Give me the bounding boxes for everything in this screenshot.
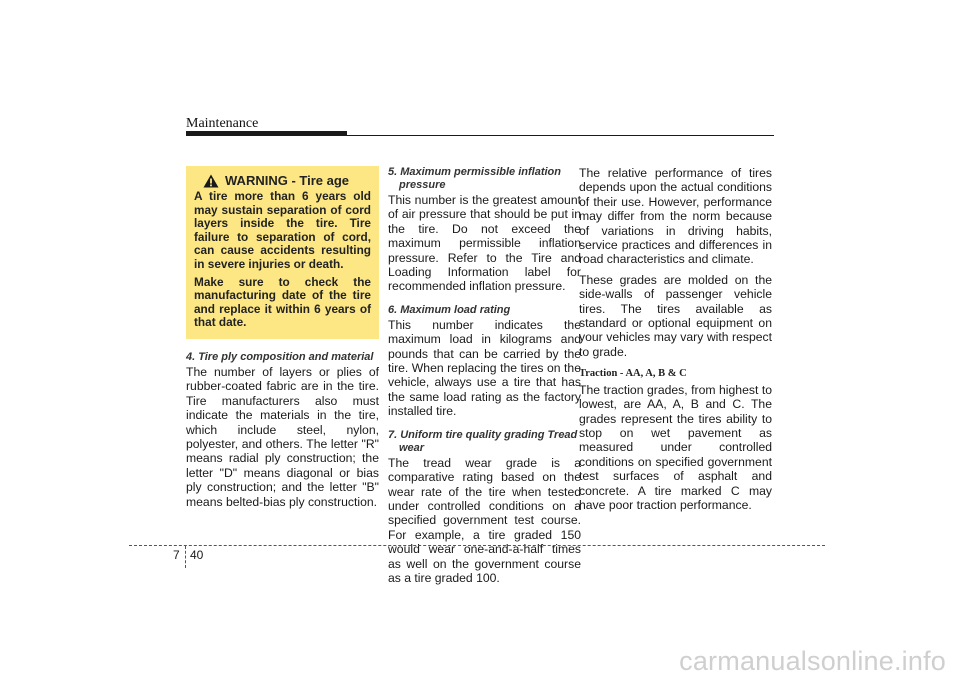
section-body-utqg: The tread wear grade is a comparative rating based on the wear rate of the tire when tested under controlled conditions on a specified government test course. For example, a tire graded 150 would wear one-and-a-half times as well on the government course as a tire graded 100. — [388, 455, 581, 585]
warning-box — [186, 166, 379, 339]
section-heading-traction: Traction - AA, A, B & C — [579, 368, 687, 380]
page-divider — [185, 546, 186, 568]
section-body-ply: The number of layers or plies of rubber-coated fabric are in the tire. Tire manufacturers also must indicate the materials in the tire, which include steel, nylon, polyester, and others. The letter "R" means radial ply construction; the letter "D" means diagonal or bias ply construction; and the letter "B" means belted-bias ply construction. — [186, 364, 379, 509]
section-body-relative-2: These grades are molded on the side-walls of passenger vehicle tires. The tires available as standard or optional equipment on your vehicles may vary with respect to grade. — [579, 272, 772, 359]
column-left — [186, 166, 379, 515]
section-heading-load: 6. Maximum load rating — [388, 303, 511, 316]
column-right — [579, 166, 772, 518]
section-heading-ply: 4. Tire ply composition and material — [186, 350, 374, 363]
section-body-pressure: This number is the greatest amount of air pressure that should be put in the tire. Do not exceed the maximum permissible inflation pressure. Refer to the Tire and Loading Information label for recommended inflation pressure. — [388, 193, 581, 294]
page-chapter: 7 — [173, 548, 180, 562]
section-heading-pressure: 5. Maximum permissible inflation pressure — [388, 166, 561, 191]
warning-header — [194, 174, 371, 188]
warning-text-1: A tire more than 6 years old may sustain separation of cord layers inside the tire. Tire failure to separation of cord, can cause accidents resulting in severe injuries or death. — [194, 189, 371, 271]
watermark: carmanualsonline.info — [679, 646, 946, 676]
section-body-relative-1: The relative performance of tires depends upon the actual conditions of their use. However, performance may differ from the norm because of variations in driving habits, service practices and differences in road characteristics and climate. — [579, 166, 772, 267]
column-middle — [388, 166, 581, 591]
section-heading-utqg: 7. Uniform tire quality grading Tread wear — [388, 428, 578, 454]
warning-triangle-icon — [203, 174, 219, 188]
header-rule — [186, 135, 774, 136]
section-body-load: This number indicates the maximum load in kilograms and pounds that can be carried by the tire. When replacing the tires on the vehicle, always use a tire that has the same load rating as the factory installed tire. — [388, 317, 581, 419]
section-body-traction: The traction grades, from highest to lowest, are AA, A, B and C. The grades represent the tires ability to stop on wet pavement as measured under controlled conditions on specified government test surfaces of asphalt and concrete. A tire marked C may have poor traction performance. — [579, 382, 772, 512]
warning-text-2: Make sure to check the manufacturing date of the tire and replace it within 6 years of that date. — [194, 274, 371, 330]
warning-title: WARNING - Tire age — [225, 173, 350, 189]
page-number: 40 — [190, 548, 204, 562]
footer-rule — [129, 545, 825, 546]
page-header-title: Maintenance — [186, 116, 259, 131]
